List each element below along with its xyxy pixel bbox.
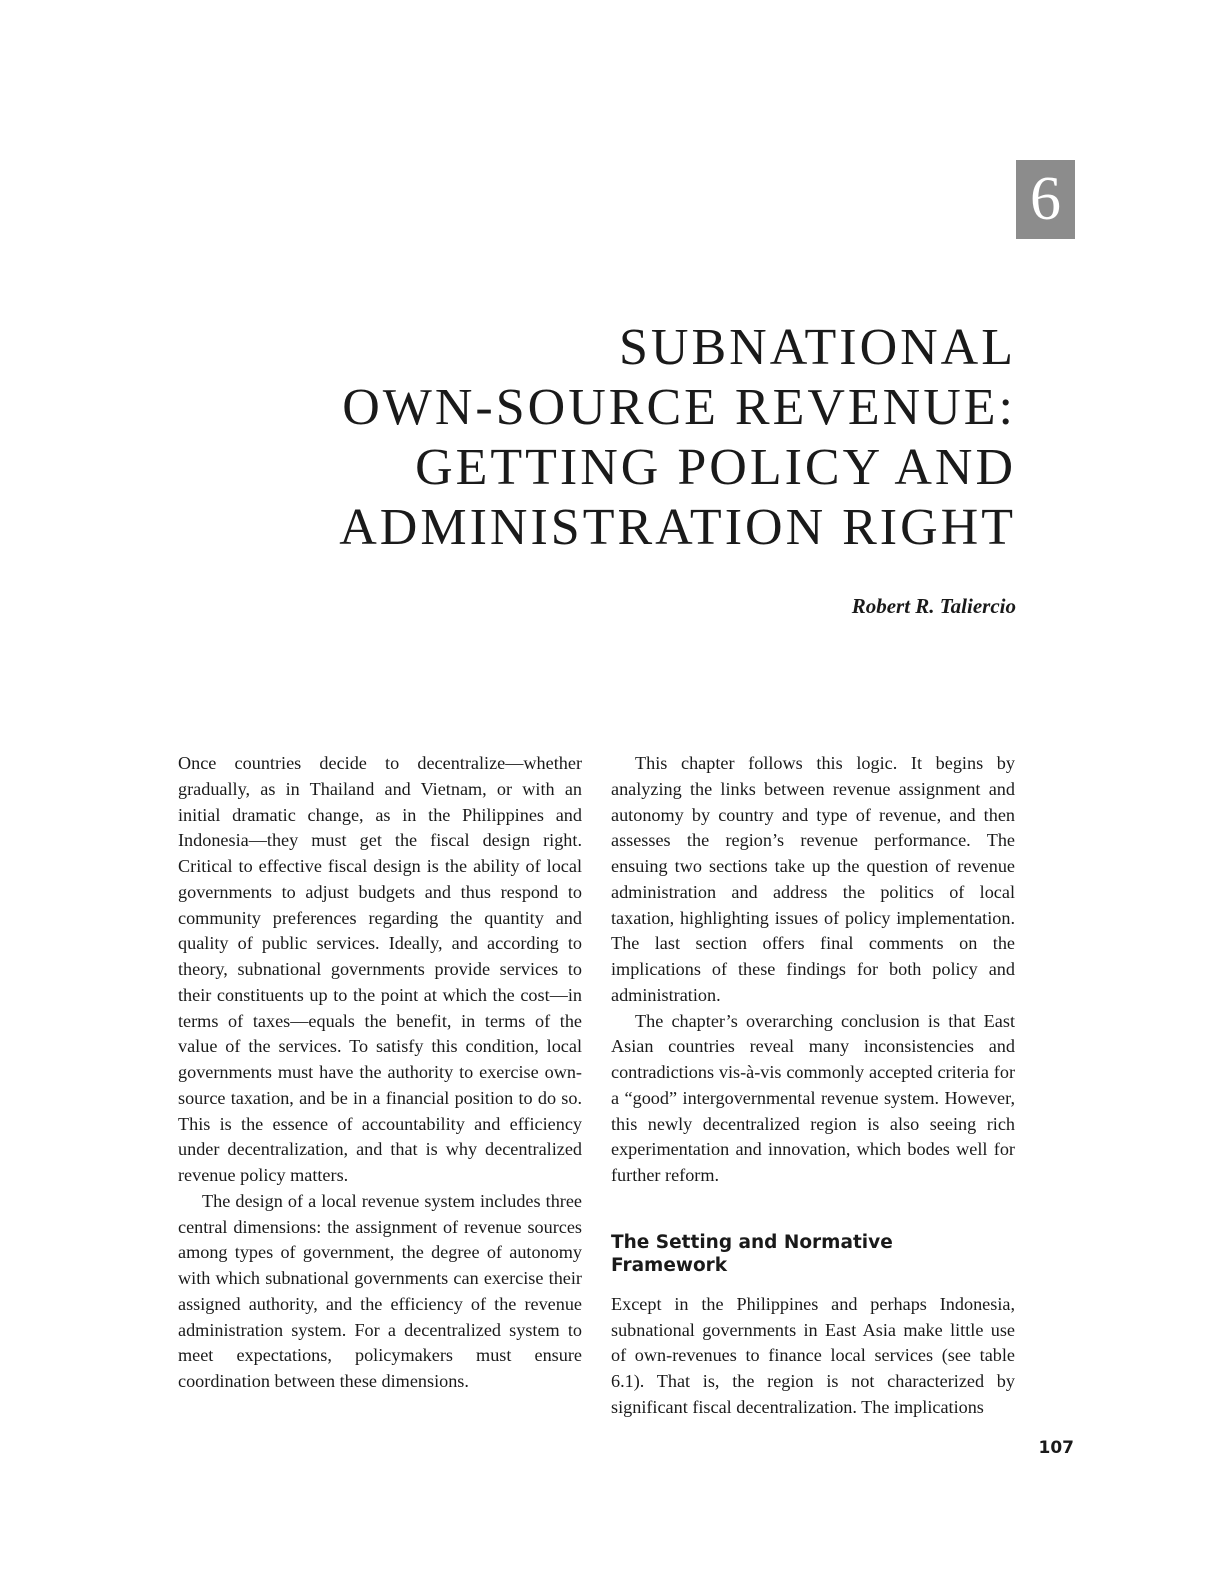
chapter-number-box xyxy=(1016,160,1075,239)
left-column xyxy=(178,751,582,1395)
section-heading-line: Framework xyxy=(611,1254,728,1276)
chapter-number: 6 xyxy=(1030,165,1061,233)
body-paragraph: Once countries decide to decentralize—whether gradually, as in Thailand and Vietnam, or with an initial dramatic change, as in the Philippines and Indonesia—they must get the fiscal design right. Critical to effective fiscal design is the ability of local governments to adjust budgets and thus respond to community preferences regarding the quantity and quality of public services. Ideally, and according to theory, subnational governments provide services to their constituents up to the point at which the cost—in terms of taxes—equals the benefit, in terms of the value of the services. To satisfy this condition, local governments must have the authority to exercise own-source taxation, and be in a financial position to do so. This is the essence of accountability and efficiency under decentralization, and that is why decentralized revenue policy matters. xyxy=(178,753,582,1185)
title-line: ADMINISTRATION RIGHT xyxy=(339,499,1016,556)
page-number: 107 xyxy=(1038,1438,1074,1458)
title-line: GETTING POLICY AND xyxy=(415,439,1016,496)
body-paragraph: Except in the Philippines and perhaps Indonesia, subnational governments in East Asia make little use of own-revenues to finance local services (see table 6.1). That is, the region is not characterized by significant fiscal decentralization. The implications xyxy=(611,1293,1015,1417)
right-column xyxy=(611,751,1015,1421)
title-line: OWN-SOURCE REVENUE: xyxy=(342,379,1016,436)
section-heading xyxy=(611,1231,1015,1277)
body-paragraph: The design of a local revenue system includes three central dimensions: the assignment of revenue sources among types of government, the degree of autonomy with which subnational governments can exercise their assigned authority, and the efficiency of the revenue administration system. For a decentralized system to meet expectations, policymakers must ensure coordination between these dimensions. xyxy=(178,1190,582,1391)
title-line: SUBNATIONAL xyxy=(619,319,1016,376)
body-paragraph: The chapter’s overarching conclusion is that East Asian countries reveal many inconsistencies and contradictions vis-à-vis commonly accepted criteria for a “good” intergovernmental revenue system. However, this newly decentralized region is also seeing rich experimentation and innovation, which bodes well for further reform. xyxy=(611,1010,1015,1185)
section-heading-line: The Setting and Normative xyxy=(611,1231,893,1253)
body-paragraph: This chapter follows this logic. It begins by analyzing the links between revenue assignment and autonomy by country and type of revenue, and then assesses the region’s revenue performance. The ensuing two sections take up the question of revenue administration and address the politics of local taxation, highlighting issues of policy implementation. The last section offers final comments on the implications of these findings for both policy and administration. xyxy=(611,753,1015,1005)
author-name: Robert R. Taliercio xyxy=(851,594,1016,618)
chapter-title xyxy=(216,318,1016,558)
